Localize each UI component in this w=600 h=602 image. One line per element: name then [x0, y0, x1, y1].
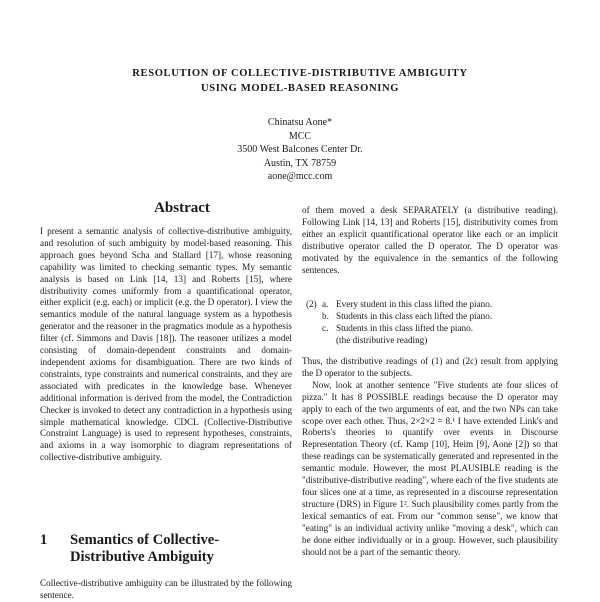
example-a-letter: a.	[322, 299, 329, 309]
author-name: Chinatsu Aone*	[267, 117, 333, 128]
section-1-title-line-1: Semantics of Collective-	[70, 532, 220, 548]
section-1-text: Collective-distributive ambiguity can be illustrated by the following sentence.	[40, 578, 292, 600]
author-affiliation: MCC	[288, 130, 312, 142]
abstract-body	[40, 226, 292, 464]
section-1-title-line-2: Distributive Ambiguity	[70, 549, 214, 565]
author-address-line-1: 3500 West Balcones Center Dr.	[237, 144, 363, 156]
right-paragraph-2: Thus, the distributive readings of (1) and (2c) result from applying the D operator to the subjects.	[302, 356, 558, 378]
section-1-number: 1	[40, 532, 48, 548]
example-a-text: Every student in this class lifted the piano.	[336, 299, 493, 309]
example-c-note: (the distributive reading)	[336, 334, 428, 345]
abstract-heading: Abstract	[154, 200, 210, 216]
section-1-heading	[40, 532, 296, 566]
right-column-intro	[302, 205, 558, 276]
section-1-body	[40, 578, 292, 602]
paper-title	[60, 66, 540, 96]
right-paragraph-3: Now, look at another sentence "Five students ate four slices of pizza." It has 8 POSSIBLE readings because the D operator may apply to each of the two arguments of eat, and the two NPs can take scope over each other. Thus, 2×2×2 = 8.¹ I have extended Link's and Roberts's theories to quantify over events in Discourse Representation Theory (cf. Kamp [10], Heim [9], Aone [2]) so that these readings can be systematically generated and represented in the semantic module. However, the most PLAUSIBLE reading is the "distributive-distributive reading", where each of the five students ate four slices one at a time, as represented in a discourse representation structure (DRS) in Figure 1². Such plausibility comes partly from the lexical semantics of eat. From our "common sense", we know that "eating" is an individual activity unlike "moving a desk", which can be done either individually or in a group. However, such plausibility should not be a part of the semantic theory.	[302, 379, 558, 557]
right-paragraph-1: of them moved a desk SEPARATELY (a distributive reading). Following Link [14, 13] and Roberts [15], distributivity comes from either an explicit quantificational operator like each or an implicit distributive operator called the D operator. The D operator was motivated by the equivalence in the semantics of the following sentences.	[302, 205, 558, 275]
title-line-1: RESOLUTION OF COLLECTIVE-DISTRIBUTIVE AMBIGUITY	[132, 68, 468, 79]
author-block	[150, 116, 450, 184]
author-email: aone@mcc.com	[267, 171, 333, 183]
title-line-2: USING MODEL-BASED REASONING	[200, 83, 400, 94]
abstract-text: I present a semantic analysis of collective-distributive ambiguity, and resolution of such ambiguity by model-based reasoning. This approach goes beyond Scha and Stallard [17], whose reasoning capability was limited to checking semantic types. My semantic analysis is based on Link [14, 13] and Roberts [15], where distributivity comes uniformly from a quantificational operator, either explicit (e.g. each) or implicit (e.g. the D operator). I view the semantics module of the natural language system as a hypothesis generator and the reasoner in the pragmatics module as a hypothesis filter (cf. Simmons and Davis [18]). The reasoner utilizes a model consisting of domain-dependent constraints and domain-independent axioms for disambiguation. There are two kinds of constraints, type constraints and numerical constraints, and they are associated with predicates in the knowledge base. Whenever additional information is derived from the model, the Contradiction Checker is invoked to detect any contradiction in a hypothesis using simple mathematical knowledge. CDCL (Collective-Distributive Constraint Language) is used to represent hypotheses, constraints, and axioms in a way isomorphic to diagram representations of collective-distributive ambiguity.	[40, 226, 292, 463]
right-column-body	[302, 356, 558, 558]
example-number: (2)	[306, 299, 317, 309]
example-2	[306, 299, 556, 347]
example-b-text: Students in this class each lifted the piano.	[336, 310, 493, 321]
example-b-letter: b.	[322, 310, 329, 321]
example-c-letter: c.	[322, 322, 329, 333]
example-c-text: Students in this class lifted the piano.	[336, 322, 474, 333]
author-address-line-2: Austin, TX 78759	[263, 157, 337, 169]
